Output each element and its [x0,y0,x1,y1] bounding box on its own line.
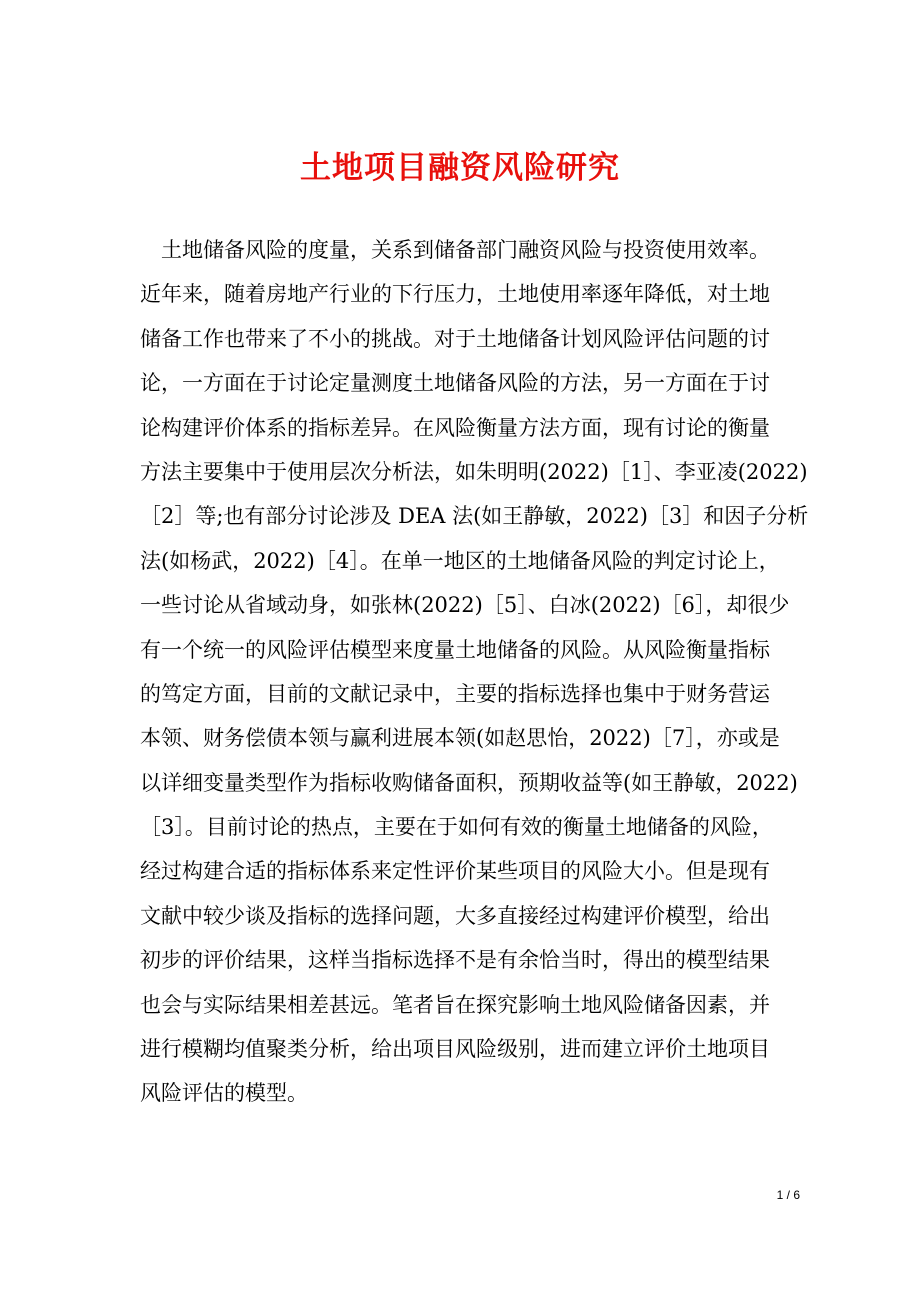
paragraph-line: 论，一方面在于讨论定量测度土地储备风险的方法，另一方面在于讨 [140,371,770,396]
body-paragraph [140,228,809,1116]
paragraph-line: 本领、财务偿债本领与赢利进展本领(如赵思怡，2022)［7］，亦或是 [140,726,780,751]
paragraph-line: 也会与实际结果相差甚远。笔者旨在探究影响土地风险储备因素，并 [140,992,770,1017]
paragraph-line: 以详细变量类型作为指标收购储备面积，预期收益等(如王静敏，2022) [140,770,798,795]
paragraph-line: 经过构建合适的指标体系来定性评价某些项目的风险大小。但是现有 [140,859,770,884]
paragraph-line: 有一个统一的风险评估模型来度量土地储备的风险。从风险衡量指标 [140,637,770,662]
paragraph-line: 方法主要集中于使用层次分析法，如朱明明(2022)［1］、李亚凌(2022) [140,459,808,484]
paragraph-line: 近年来，随着房地产行业的下行压力，土地使用率逐年降低，对土地 [140,282,770,307]
paragraph-line: 风险评估的模型。 [140,1081,308,1106]
paragraph-line: 土地储备风险的度量，关系到储备部门融资风险与投资使用效率。 [161,238,770,262]
paragraph-line: 论构建评价体系的指标差异。在风险衡量方法方面，现有讨论的衡量 [140,415,770,440]
paragraph-line: 初步的评价结果，这样当指标选择不是有余恰当时，得出的模型结果 [140,948,770,973]
page-number: 1 / 6 [776,1188,800,1202]
paragraph-line: 一些讨论从省域动身，如张林(2022)［5］、白冰(2022)［6］，却很少 [140,593,790,618]
paragraph-line: ［3］。目前讨论的热点，主要在于如何有效的衡量土地储备的风险， [140,815,773,840]
paragraph-line: 文献中较少谈及指标的选择问题，大多直接经过构建评价模型，给出 [140,903,770,928]
paragraph-line: 储备工作也带来了不小的挑战。对于土地储备计划风险评估问题的讨 [140,326,770,351]
paragraph-line: 进行模糊均值聚类分析，给出项目风险级别，进而建立评价土地项目 [140,1037,770,1062]
document-title: 土地项目融资风险研究 [300,150,620,186]
paragraph-line: 的笃定方面，目前的文献记录中，主要的指标选择也集中于财务营运 [140,681,770,706]
paragraph-line: ［2］等;也有部分讨论涉及 DEA 法(如王静敏，2022)［3］和因子分析 [140,504,809,529]
paragraph-line: 法(如杨武，2022)［4］。在单一地区的土地储备风险的判定讨论上， [140,548,780,573]
